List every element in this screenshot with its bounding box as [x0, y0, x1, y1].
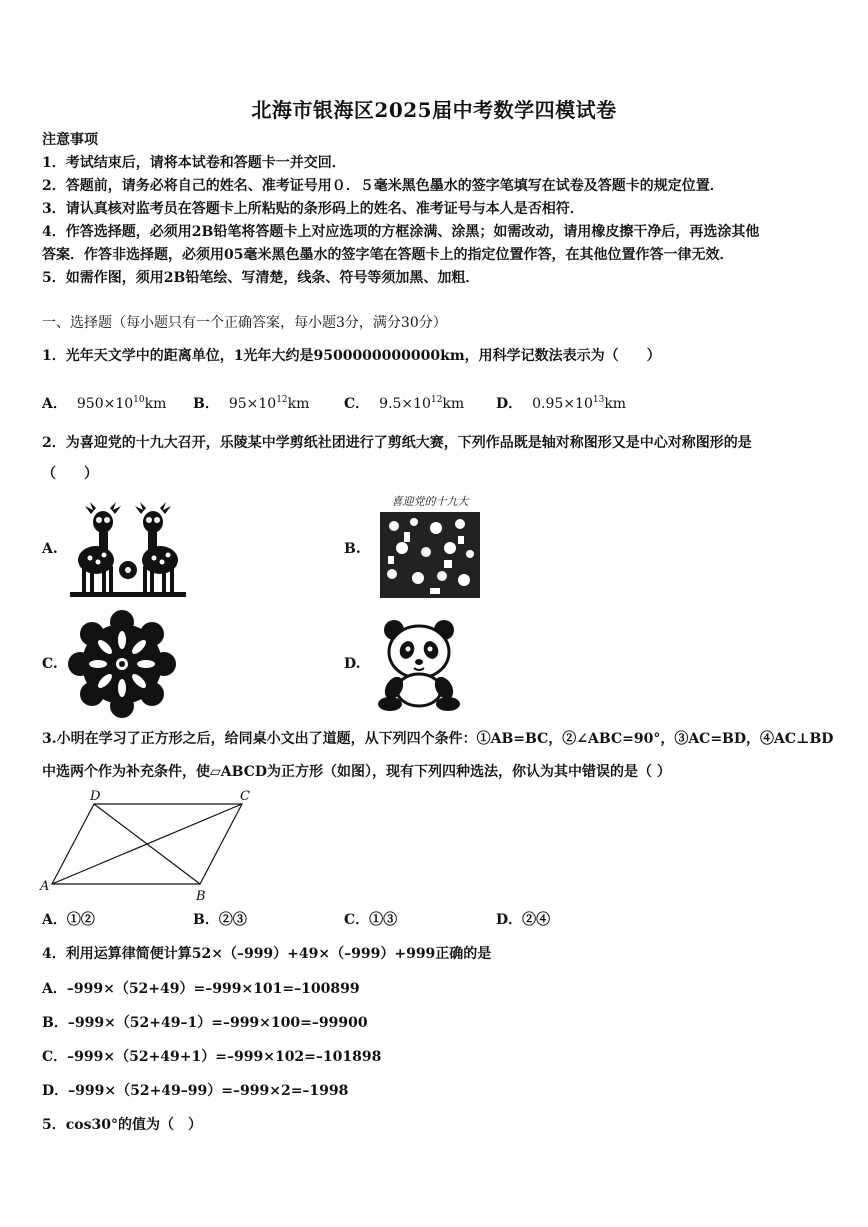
option-label: A．	[42, 396, 67, 412]
question-5-stem: 5．cos30°的值为（ ）	[42, 1117, 202, 1133]
q2-option-b-label[interactable]: B.	[344, 541, 361, 557]
notice-item: 3．请认真核对监考员在答题卡上所粘贴的条形码上的姓名、准考证号与本人是否相符．	[42, 201, 584, 217]
option-exponent: 12	[430, 395, 443, 405]
flower-papercut-image[interactable]	[68, 610, 176, 718]
option-base: 9.5×10	[379, 396, 431, 412]
option-exponent: 10	[133, 395, 145, 405]
question-2-stem: 2．为喜迎党的十九大召开，乐陵某中学剪纸社团进行了剪纸大赛，下列作品既是轴对称图形又是中心对称图形的是	[42, 435, 752, 451]
vertex-label-c: C	[240, 789, 250, 804]
q1-option-a[interactable]	[42, 393, 166, 413]
notice-item: 2．答题前，请务必将自己的姓名、准考证号用０．５毫米黑色墨水的签字笔填写在试卷及答题卡的规定位置．	[42, 178, 724, 194]
option-exponent: 12	[276, 395, 288, 405]
question-2-stem-cont: （ ）	[42, 466, 98, 482]
panda-image[interactable]	[374, 618, 464, 712]
option-label: D．	[496, 396, 523, 412]
option-exponent: 13	[592, 395, 605, 405]
q3-option-c[interactable]: C．①③	[344, 912, 398, 928]
option-unit: km	[604, 396, 627, 412]
notice-item: 1．考试结束后，请将本试卷和答题卡一并交回．	[42, 155, 346, 171]
option-label: B．	[193, 396, 219, 412]
q4-option-c[interactable]: C．–999×（52+49+1）=–999×102=–101898	[42, 1049, 382, 1065]
q4-option-a[interactable]: A．–999×（52+49）=–999×101=–100899	[42, 981, 360, 997]
option-unit: km	[144, 396, 167, 412]
option-base: 0.95×10	[532, 396, 593, 412]
q4-option-b[interactable]: B．–999×（52+49–1）=–999×100=–99900	[42, 1015, 368, 1031]
q3-option-b[interactable]: B．②③	[193, 912, 247, 928]
q3-option-d[interactable]: D．②④	[496, 912, 551, 928]
q1-option-b[interactable]	[193, 393, 309, 413]
q2-option-c-label[interactable]: C.	[42, 656, 58, 672]
question-1-stem: 1．光年天文学中的距离单位，1光年大约是9500000000000km，用科学记数法表示为（ ）	[42, 348, 661, 364]
parallelogram-figure	[38, 786, 260, 904]
option-base: 950×10	[76, 396, 134, 412]
q1-option-d[interactable]	[496, 393, 626, 413]
q1-option-c[interactable]	[344, 393, 464, 413]
option-unit: km	[442, 396, 465, 412]
papercut-caption: 喜迎党的十九大	[391, 495, 469, 508]
q2-option-d-label[interactable]: D.	[344, 656, 361, 672]
vertex-label-d: D	[90, 789, 101, 804]
question-3-stem: 3.小明在学习了正方形之后，给同桌小文出了道题，从下列四个条件：①AB=BC，②∠ABC=90°，③AC=BD，④AC⊥BD	[42, 731, 834, 747]
q3-option-a[interactable]: A．①②	[42, 912, 95, 928]
option-label: C．	[344, 396, 370, 412]
page-title: 北海市银海区2025届中考数学四模试卷	[251, 98, 617, 122]
crowd-papercut-image[interactable]	[374, 492, 486, 604]
notice-item: 答案．作答非选择题，必须用05毫米黑色墨水的签字笔在答题卡上的指定位置作答，在其他位置作答一律无效．	[42, 247, 734, 263]
q2-option-a-label[interactable]: A.	[42, 541, 58, 557]
question-3-stem-cont: 中选两个作为补充条件，使▱ABCD为正方形（如图），现有下列四种选法，你认为其中错误的是（ ）	[42, 764, 671, 780]
option-unit: km	[287, 396, 310, 412]
q4-option-d[interactable]: D．–999×（52+49–99）=–999×2=–1998	[42, 1083, 349, 1099]
notice-item: 5．如需作图，须用2B铅笔绘、写清楚，线条、符号等须加黑、加粗．	[42, 270, 480, 286]
question-4-stem: 4．利用运算律简便计算52×（–999）+49×（–999）+999正确的是	[42, 946, 492, 962]
notice-heading: 注意事项	[42, 132, 98, 148]
vertex-label-b: B	[196, 889, 206, 904]
section-heading: 一、选择题（每小题只有一个正确答案，每小题3分，满分30分）	[42, 315, 447, 331]
notice-item: 4．作答选择题，必须用2B铅笔将答题卡上对应选项的方框涂满、涂黑；如需改动，请用橡皮擦干净后，再选涂其他	[42, 224, 760, 240]
deer-papercut-image[interactable]	[66, 500, 190, 600]
option-base: 95×10	[228, 396, 277, 412]
vertex-label-a: A	[40, 879, 50, 894]
